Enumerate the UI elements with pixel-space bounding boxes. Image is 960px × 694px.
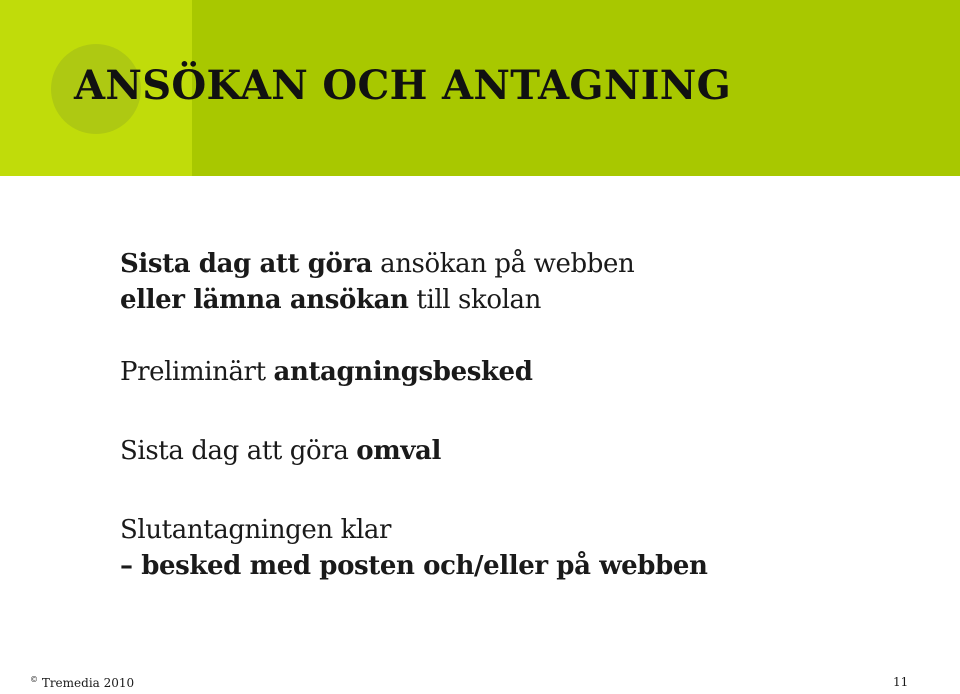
preliminary-admission-line [120, 354, 940, 390]
slide-title: ANSÖKAN OCH ANTAGNING [74, 62, 732, 109]
submit-at-school-text: till skolan [408, 285, 541, 315]
final-admission-notice-line: – besked med posten och/eller på webben [120, 551, 708, 581]
reselection-deadline-line [120, 433, 940, 469]
deadline-application-text: ansökan på webben [372, 249, 635, 279]
reselection-deadline-text: Sista dag att göra [120, 436, 357, 466]
submit-at-school-line [120, 282, 940, 318]
deadline-application-line [120, 246, 940, 282]
reselection-deadline-bold: omval [356, 436, 441, 466]
preliminary-admission-bold: antagningsbesked [273, 357, 533, 387]
copyright-text: Tremedia 2010 [38, 676, 135, 690]
slide-body [120, 246, 940, 584]
final-admission-line: Slutantagningen klar [120, 515, 392, 545]
submit-at-school-bold: eller lämna ansökan [120, 285, 409, 315]
title-banner [0, 0, 960, 176]
deadline-application-bold: Sista dag att göra [120, 249, 373, 279]
copyright-footer [30, 675, 134, 690]
preliminary-admission-text: Preliminärt [120, 357, 274, 387]
copyright-symbol: © [30, 675, 38, 684]
page-number: 11 [893, 675, 909, 689]
